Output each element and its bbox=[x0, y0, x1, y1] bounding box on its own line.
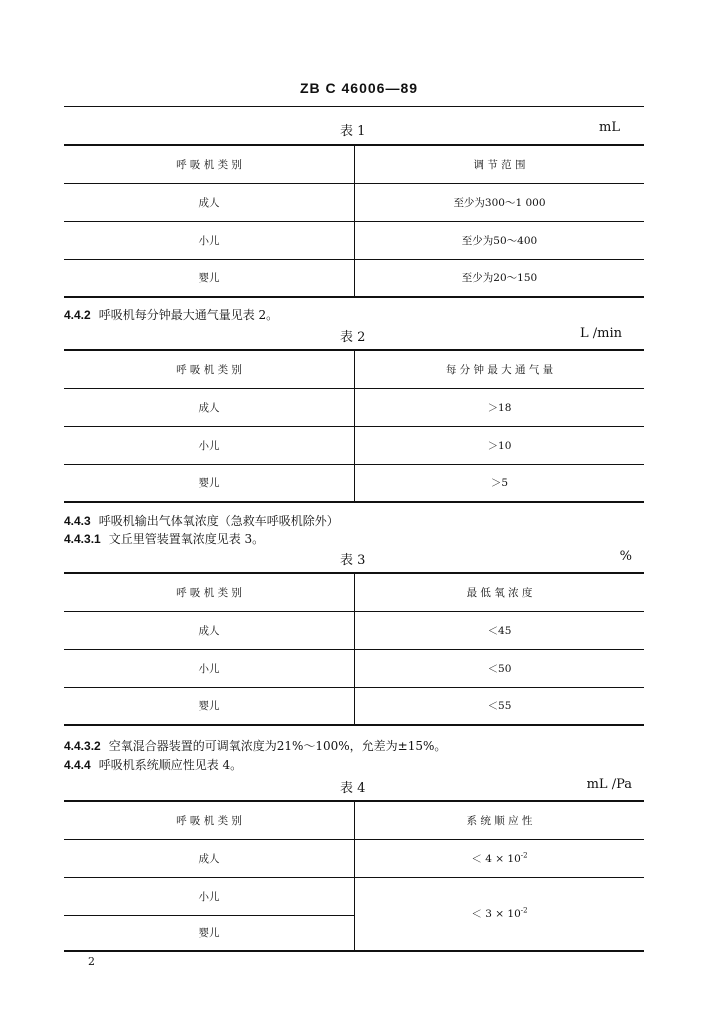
table2-unit: L /min bbox=[579, 326, 622, 341]
value-exponent: -2 bbox=[520, 851, 528, 859]
table1-caption: 表 1 bbox=[340, 124, 366, 139]
table-row bbox=[64, 649, 644, 687]
table3-unit: % bbox=[619, 549, 632, 564]
paragraph-number: 4.4.3 bbox=[64, 514, 91, 528]
table4-caption: 表 4 bbox=[340, 781, 366, 796]
paragraph-text: 呼吸机系统顺应性见表 4。 bbox=[98, 758, 243, 772]
paragraph-4-4-4 bbox=[64, 756, 242, 773]
paragraph-4-4-3-1 bbox=[64, 530, 264, 547]
table4-value-cell bbox=[355, 839, 645, 877]
table4-col2-header: 系 统 顺 应 性 bbox=[355, 801, 645, 839]
table3-value-cell: ＜50 bbox=[355, 649, 645, 687]
paragraph-4-4-3-2 bbox=[64, 737, 446, 754]
table-row bbox=[64, 259, 644, 297]
table3-type-cell: 成人 bbox=[64, 611, 355, 649]
table3-col1-header: 呼 吸 机 类 别 bbox=[64, 573, 355, 611]
table2-value-cell: ＞18 bbox=[355, 388, 645, 426]
paragraph-text: 呼吸机输出气体氧浓度（急救车呼吸机除外） bbox=[98, 514, 339, 528]
table2-caption: 表 2 bbox=[340, 330, 366, 345]
table-row bbox=[64, 611, 644, 649]
table4-value-cell bbox=[355, 877, 645, 951]
paragraph-number: 4.4.2 bbox=[64, 308, 91, 322]
table2-col1-header: 呼 吸 机 类 别 bbox=[64, 350, 355, 388]
table-row bbox=[64, 877, 644, 915]
table1-value-cell: 至少为50～400 bbox=[355, 221, 645, 259]
table1-unit: mL bbox=[599, 120, 620, 135]
value-base: ＜ 4 × 10 bbox=[471, 852, 521, 865]
table2-value-cell: ＞5 bbox=[355, 464, 645, 502]
table1-type-cell: 婴儿 bbox=[64, 259, 355, 297]
paragraph-4-4-3 bbox=[64, 512, 339, 529]
table3-col2-header: 最 低 氧 浓 度 bbox=[355, 573, 645, 611]
table2-type-cell: 婴儿 bbox=[64, 464, 355, 502]
table1-col2-header: 调 节 范 围 bbox=[355, 145, 645, 183]
table1-type-cell: 小儿 bbox=[64, 221, 355, 259]
table2-type-cell: 小儿 bbox=[64, 426, 355, 464]
table-row bbox=[64, 687, 644, 725]
paragraph-number: 4.4.3.1 bbox=[64, 532, 101, 546]
paragraph-text: 呼吸机每分钟最大通气量见表 2。 bbox=[98, 308, 279, 322]
paragraph-text: 空氧混合器装置的可调氧浓度为21%～100%，允差为±15%。 bbox=[108, 739, 447, 753]
table4-type-cell: 小儿 bbox=[64, 877, 355, 915]
table2-value-cell: ＞10 bbox=[355, 426, 645, 464]
table4-unit: mL /Pa bbox=[586, 777, 632, 792]
table2-col2-header: 每 分 钟 最 大 通 气 量 bbox=[355, 350, 645, 388]
table1-col1-header: 呼 吸 机 类 别 bbox=[64, 145, 355, 183]
table-3 bbox=[64, 572, 644, 726]
table-2 bbox=[64, 349, 644, 503]
table-row bbox=[64, 221, 644, 259]
value-exponent: -2 bbox=[520, 906, 528, 915]
value-base: ＜ 3 × 10 bbox=[471, 908, 521, 921]
paragraph-4-4-2 bbox=[64, 306, 278, 323]
table4-type-cell: 婴儿 bbox=[64, 915, 355, 951]
table-row bbox=[64, 839, 644, 877]
page-number: 2 bbox=[88, 955, 95, 968]
paragraph-text: 文丘里管装置氧浓度见表 3。 bbox=[108, 532, 265, 546]
table3-caption: 表 3 bbox=[340, 553, 366, 568]
table4-type-cell: 成人 bbox=[64, 839, 355, 877]
table-1 bbox=[64, 144, 644, 298]
document-header: ZB C 46006—89 bbox=[299, 80, 419, 96]
table-row bbox=[64, 426, 644, 464]
table3-type-cell: 小儿 bbox=[64, 649, 355, 687]
paragraph-number: 4.4.4 bbox=[64, 758, 91, 772]
table3-value-cell: ＜55 bbox=[355, 687, 645, 725]
table-row bbox=[64, 183, 644, 221]
table-row bbox=[64, 388, 644, 426]
table1-type-cell: 成人 bbox=[64, 183, 355, 221]
table4-col1-header: 呼 吸 机 类 别 bbox=[64, 801, 355, 839]
table1-value-cell: 至少为300～1 000 bbox=[355, 183, 645, 221]
paragraph-number: 4.4.3.2 bbox=[64, 739, 101, 753]
table-4 bbox=[64, 800, 644, 952]
table3-type-cell: 婴儿 bbox=[64, 687, 355, 725]
table-row bbox=[64, 464, 644, 502]
table1-value-cell: 至少为20～150 bbox=[355, 259, 645, 297]
table2-type-cell: 成人 bbox=[64, 388, 355, 426]
table3-value-cell: ＜45 bbox=[355, 611, 645, 649]
header-rule bbox=[64, 106, 644, 107]
